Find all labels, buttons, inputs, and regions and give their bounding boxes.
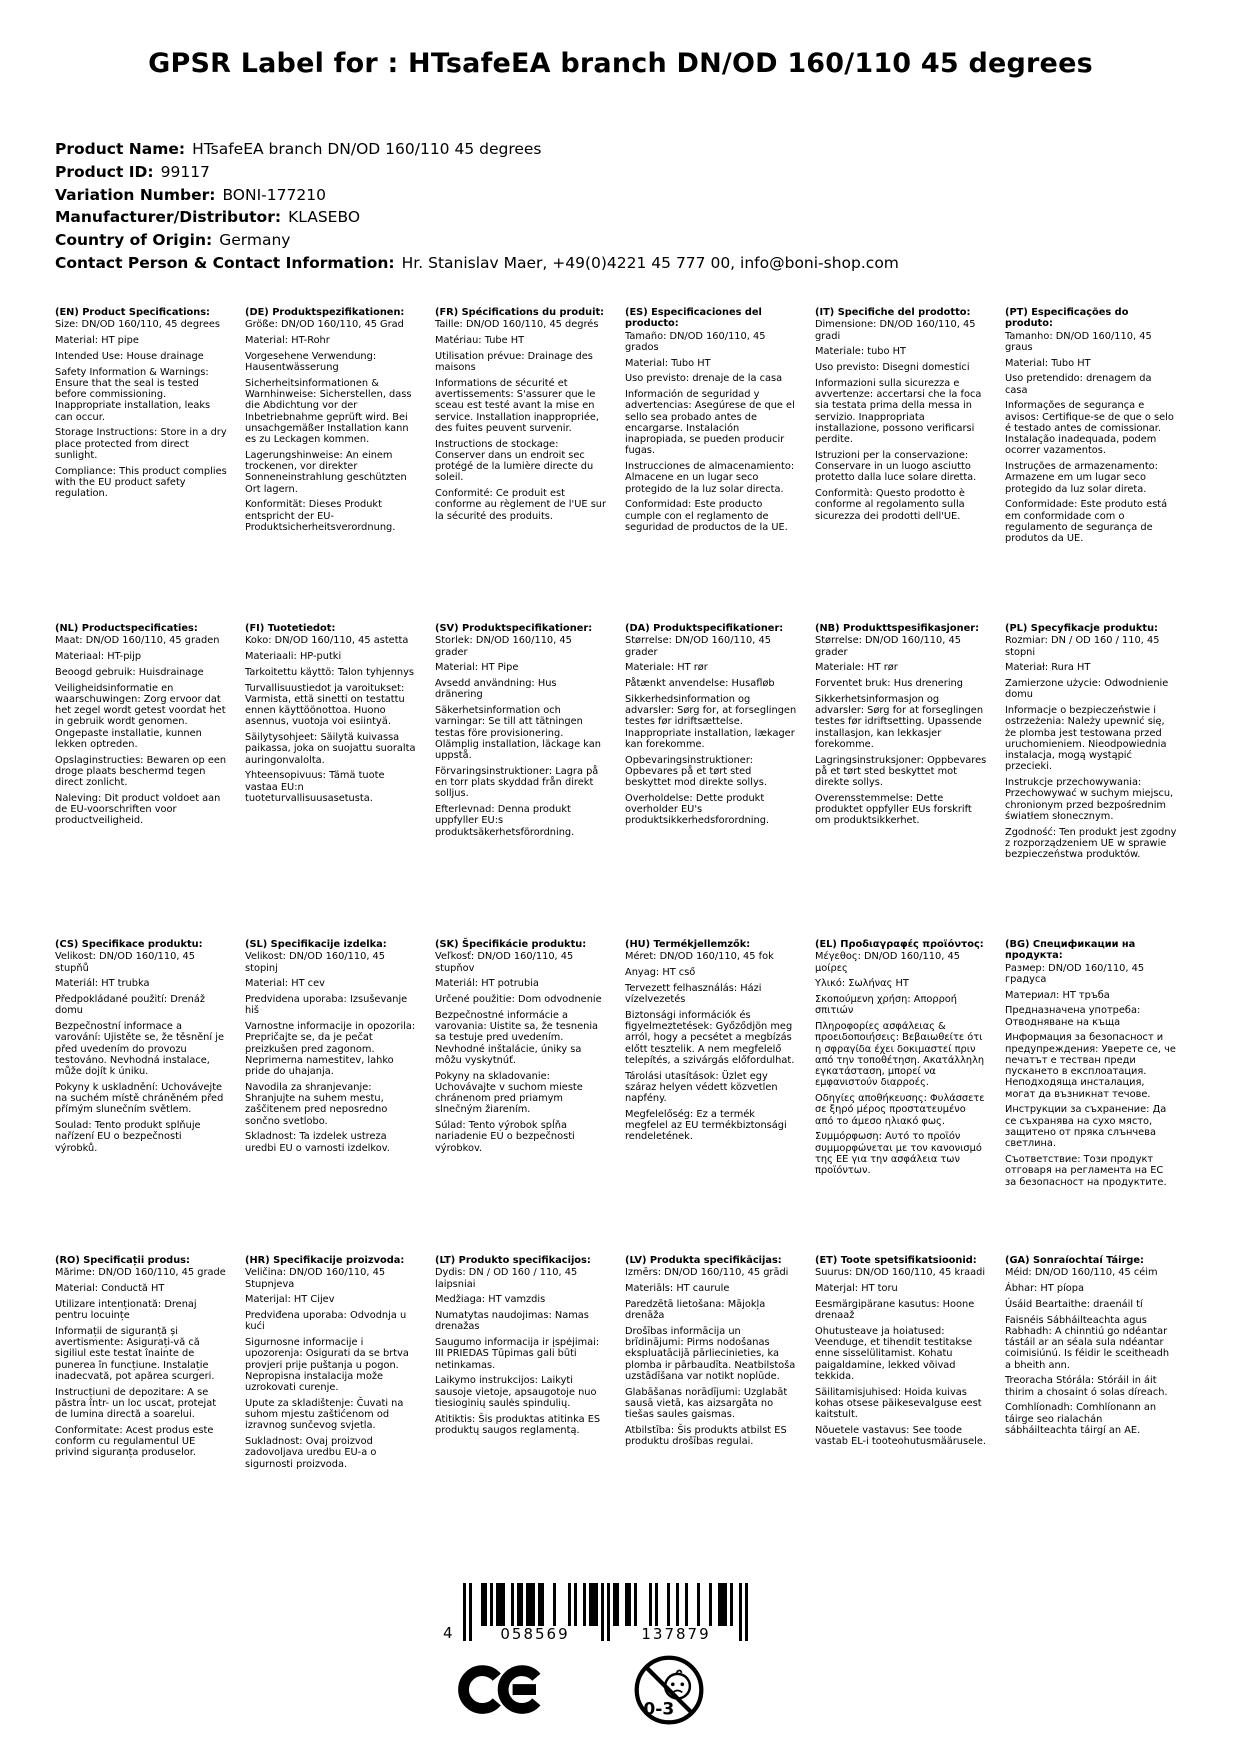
product-info-value: BONI-177210 [222,185,326,204]
spec-paragraph: Tamaño: DN/OD 160/110, 45 grados [625,330,766,353]
spec-paragraph: Säkerhetsinformation och varningar: Se till att tätningen testas före provisionering. Olämplig installation, läckage kan uppstå. [435,705,601,762]
spec-paragraph: Beoogd gebruik: Huisdrainage [55,666,204,678]
spec-paragraph: Méret: DN/OD 160/110, 45 fok [625,951,774,963]
spec-paragraph: Storage Instructions: Store in a dry place protected from direct sunlight. [55,427,227,461]
spec-paragraph: Predvidena uporaba: Izsuševanje hiš [245,994,408,1017]
spec-paragraph: Bezpečnostní informace a varování: Ujistěte se, že těsnění je před uvedením do provozu testováno. Nevhodná instalace, může dojít k úniku. [55,1021,224,1078]
spec-paragraph: Instruções de armazenamento: Armazene em um lugar seco protegido da luz solar direta. [1005,461,1158,495]
product-info-value: Hr. Stanislav Maer, +49(0)4221 45 777 00, info@boni-shop.com [401,253,899,272]
compliance-symbols [455,1652,707,1728]
spec-paragraph: Conformité: Ce produit est conforme au règlement de l'UE sur la sécurité des produits. [435,488,607,522]
spec-paragraph: Säilitamisjuhised: Hoida kuivas kohas otsese päikesevalguse eest kaitstult. [815,1386,982,1421]
spec-paragraph: Tamanho: DN/OD 160/110, 45 graus [1005,330,1152,353]
language-block-fi [245,623,417,939]
product-info-row [55,229,899,252]
spec-paragraph: Biztonsági információk és figyelmeztetések: Győződjön meg arról, hogy a pecsétet a megbízás előtt tesztelik. A nem megfelelő telepítés, a szivárgás előfordulhat. [625,1009,795,1066]
product-info-label: Product ID: [55,162,154,181]
ce-mark-icon [455,1656,545,1724]
language-block-en [55,307,227,623]
language-header: (EN) Product Specifications: [55,307,210,318]
spec-paragraph: Größe: DN/OD 160/110, 45 Grad [245,319,404,331]
language-block-sl [245,939,417,1255]
spec-paragraph: Ohutusteave ja hoiatused: Veenduge, et tihendit testitakse enne sisselülitamist. Kohatu paigaldamine, lekked võivad tekkida. [815,1325,973,1382]
spec-paragraph: Informații de siguranță și avertismente: Asigurați-vă că sigiliul este testat înainte de punerea în funcțiune. Instalație inadecvată, pot apărea scurgeri. [55,1325,215,1382]
spec-paragraph: Material: HT Pipe [435,662,519,674]
spec-paragraph: Información de seguridad y advertencias: Asegúrese de que el sello sea probado antes de encargarse. Instalación inapropiada, se pueden producir fugas. [625,389,795,457]
spec-paragraph: Materiāls: HT caurule [625,1283,730,1295]
spec-paragraph: Anyag: HT cső [625,967,696,979]
page-title: GPSR Label for : HTsafeEA branch DN/OD 160/110 45 degrees [148,48,1093,79]
language-header: (EL) Προδιαγραφές προϊόντος: [815,939,984,950]
language-block-sv [435,623,607,939]
language-block-it [815,307,987,623]
spec-paragraph: Faisnéis Sábháilteachta agus Rabhadh: A chinntiú go ndéantar tástáil ar an séala sula ndéantar coimisiúnú. Is féidir le sceitheadh a bheith ann. [1005,1314,1170,1371]
spec-paragraph: Conformitate: Acest produs este conform cu regulamentul UE privind siguranța produselor. [55,1424,214,1459]
age-warning-label: 0-3 [643,1699,675,1720]
spec-paragraph: Materijal: HT Cijev [245,1294,335,1306]
spec-paragraph: Veličina: DN/OD 160/110, 45 Stupnjeva [245,1267,386,1290]
spec-paragraph: Σκοπούμενη χρήση: Απορροή σπιτιών [815,994,957,1017]
spec-paragraph: Materiał: Rura HT [1005,662,1091,674]
language-block-de [245,307,417,623]
spec-paragraph: Navodila za shranjevanje: Shranjujte na suhem mestu, zaščitenem pred neposredno sončno svetlobo. [245,1081,388,1127]
language-block-da [625,623,797,939]
spec-paragraph: Bezpečnostné informácie a varovania: Uistite sa, že tesnenia sa testuje pred uvedením. Nevhodné inštalácie, úniky sa môžu vyskytnúť. [435,1009,599,1066]
spec-paragraph: Instrucciones de almacenamiento: Almacene en un lugar seco protegido de la luz solar directa. [625,461,795,495]
spec-paragraph: Μέγεθος: DN/OD 160/110, 45 μοίρες [815,951,960,974]
language-header: (HR) Specifikacije proizvoda: [245,1255,405,1266]
spec-paragraph: Rozmiar: DN / OD 160 / 110, 45 stopni [1005,635,1160,658]
spec-paragraph: Naleving: Dit product voldoet aan de EU-voorschriften voor productveiligheid. [55,792,221,827]
spec-paragraph: Conformidade: Este produto está em conformidade com o regulamento de segurança de produtos da UE. [1005,499,1168,545]
spec-paragraph: Atbilstība: Šis produkts atbilst ES produktu drošības regulai. [625,1424,787,1448]
spec-paragraph: Soulad: Tento produkt splňuje nařízení EU o bezpečnosti výrobků. [55,1120,201,1154]
spec-paragraph: Mărime: DN/OD 160/110, 45 grade [55,1267,226,1279]
spec-paragraph: Material: Tubo HT [1005,357,1091,369]
spec-paragraph: Velikost: DN/OD 160/110, 45 stopinj [245,951,386,974]
spec-paragraph: Utilizare intenționată: Drenaj pentru locuințe [55,1298,197,1322]
product-info-label: Country of Origin: [55,231,213,250]
language-block-sk [435,939,607,1255]
spec-paragraph: Materiale: HT rør [815,662,898,674]
spec-paragraph: Sukladnost: Ovaj proizvod zadovoljava uredbu EU-a o sigurnosti proizvoda. [245,1436,377,1470]
language-header: (DA) Produktspecifikationer: [625,623,784,634]
spec-paragraph: Taille: DN/OD 160/110, 45 degrés [435,319,599,331]
spec-paragraph: Skladnost: Ta izdelek ustreza uredbi EU o varnosti izdelkov. [245,1131,390,1154]
spec-paragraph: Uso previsto: Disegni domestici [815,362,970,374]
spec-paragraph: Úsáid Beartaithe: draenáil tí [1005,1298,1143,1310]
spec-paragraph: Предназначена употреба: Отводняване на къща [1005,1005,1141,1028]
spec-paragraph: Veľkosť: DN/OD 160/110, 45 stupňov [435,951,574,974]
product-info-value: 99117 [160,162,210,181]
spec-paragraph: Laikymo instrukcijos: Laikyti sausoje vietoje, apsaugotoje nuo tiesioginių saulės spindulių. [435,1375,597,1409]
spec-paragraph: Påtænkt anvendelse: Husafløb [625,678,775,690]
spec-paragraph: Sicherheitsinformationen & Warnhinweise: Sicherstellen, dass die Abdichtung vor der Inbetriebnahme geprüft wird. Bei unsachgemäßer Installation kann es zu Leckagen kommen. [245,377,412,446]
language-block-hu [625,939,797,1255]
spec-paragraph: Ábhar: HT píopa [1005,1283,1085,1295]
spec-paragraph: Istruzioni per la conservazione: Conservare in un luogo asciutto protetto dalla luce solare diretta. [815,449,977,484]
spec-paragraph: Dimensione: DN/OD 160/110, 45 gradi [815,319,976,342]
spec-paragraph: Avsedd användning: Hus dränering [435,678,557,701]
product-info-row [55,252,899,275]
spec-paragraph: Efterlevnad: Denna produkt uppfyller EU:s produktsäkerhetsförordning. [435,804,575,838]
language-block-es [625,307,797,623]
language-block-lv [625,1255,797,1571]
spec-paragraph: Varnostne informacije in opozorila: Prepričajte se, da je pečat preizkušen pred zagonom. Neprimerna namestitev, lahko pride do uhajanja. [245,1021,416,1078]
spec-paragraph: Koko: DN/OD 160/110, 45 astetta [245,635,409,647]
spec-paragraph: Uso previsto: drenaje de la casa [625,373,783,385]
spec-paragraph: Glabāšanas norādījumi: Uzglabāt sausā vietā, kas aizsargāta no tiešas saules gaismas. [625,1386,788,1421]
product-info-label: Product Name: [55,140,186,158]
spec-paragraph: Tárolási utasítások: Üzlet egy száraz helyen védett közvetlen napfény. [625,1070,778,1105]
spec-paragraph: Conformità: Questo prodotto è conforme al regolamento sulla sicurezza dei prodotti dell'UE. [815,488,965,522]
spec-paragraph: Izmērs: DN/OD 160/110, 45 grādi [625,1267,789,1279]
spec-paragraph: Materiale: tubo HT [815,346,906,358]
spec-paragraph: Förvaringsinstruktioner: Lagra på en torr plats skyddad från direkt solljus. [435,765,599,800]
spec-paragraph: Paredzētā lietošana: Mājokļa drenāža [625,1298,766,1322]
spec-paragraph: Säilytysohjeet: Säilytä kuivassa paikassa, joka on suojattu suoralta auringonvalolta. [245,732,416,766]
spec-paragraph: Konformität: Dieses Produkt entspricht der EU-Produktsicherheitsverordnung. [245,499,396,534]
language-header: (SK) Špecifikácie produktu: [435,939,587,950]
spec-paragraph: Størrelse: DN/OD 160/110, 45 grader [625,635,771,658]
language-block-et [815,1255,987,1571]
language-header: (LT) Produkto specifikacijos: [435,1255,591,1266]
language-header: (DE) Produktspezifikationen: [245,307,405,318]
spec-paragraph: Yhteensopivuus: Tämä tuote vastaa EU:n tuoteturvallisuusasetusta. [245,770,385,804]
language-header: (FI) Tuotetiedot: [245,623,336,634]
spec-paragraph: Compliance: This product complies with the EU product safety regulation. [55,465,227,500]
product-info-label: Contact Person & Contact Information: [55,253,395,272]
product-info-row [55,161,899,184]
language-header: (PT) Especificações do produto: [1005,307,1129,330]
product-info-value: KLASEBO [288,208,361,227]
spec-paragraph: Material: HT-Rohr [245,335,330,347]
spec-paragraph: Materiál: HT trubka [55,978,150,990]
spec-paragraph: Upute za skladištenje: Čuvati na suhom mjestu zaštićenom od izravnog sunčevog svjetla. [245,1397,404,1432]
spec-paragraph: Forventet bruk: Hus drenering [815,678,963,690]
spec-paragraph: Súlad: Tento výrobok spĺňa nariadenie EÚ o bezpečnosti výrobkov. [435,1120,575,1154]
spec-paragraph: Informations de sécurité et avertissements: S'assurer que le sceau est testé avant la mise en service. Installation inappropriée, des fuites peuvent survenir. [435,377,600,434]
spec-paragraph: Turvallisuustiedot ja varoitukset: Varmista, että sinetti on testattu ennen käyttöönottoa. Huono asennus, vuotoja voi esiintyä. [245,682,405,728]
language-header: (LV) Produkta specifikācijas: [625,1255,782,1266]
spec-paragraph: Treoracha Stórála: Stóráil in áit thirim a chosaint ó solas díreach. [1005,1375,1168,1398]
spec-paragraph: Πληροφορίες ασφάλειας & προειδοποιήσεις: Βεβαιωθείτε ότι η σφραγίδα έχει δοκιμαστεί πριν από την τοποθέτηση. Ακατάλληλη εγκατάσταση, μπορεί να εμφανιστούν διαρροές. [815,1021,985,1089]
language-block-lt [435,1255,607,1571]
spec-paragraph: Dydis: DN / OD 160 / 110, 45 laipsniai [435,1267,578,1290]
language-header: (FR) Spécifications du produit: [435,307,605,318]
spec-paragraph: Nõuetele vastavus: See toode vastab EL-i tooteohutusmäärusele. [815,1424,986,1448]
spec-paragraph: Lagringsinstruksjoner: Oppbevares på et tørt sted beskyttet mot direkte sollys. [815,754,987,789]
spec-paragraph: Velikost: DN/OD 160/110, 45 stupňů [55,951,196,974]
spec-paragraph: Sikkerhedsinformation og advarsler: Sørg for, at forseglingen testes før idriftsættelse. Inappropriate installation, lækager kan forekomme. [625,693,797,750]
product-info [55,138,899,275]
spec-paragraph: Utilisation prévue: Drainage des maisons [435,350,593,374]
product-info-value: Germany [219,231,291,250]
spec-paragraph: Material: HT cev [245,978,325,990]
product-info-label: Manufacturer/Distributor: [55,208,282,227]
spec-paragraph: Materiaal: HT-pijp [55,651,142,663]
language-header: (HU) Termékjellemzők: [625,939,751,950]
spec-paragraph: Pokyny k uskladnění: Uchovávejte na suchém místě chráněném před přímým slunečním světlem. [55,1081,224,1116]
spec-paragraph: Информация за безопасност и предупреждения: Уверете се, че печатът е тестван преди пускането в експлоатация. Неподходяща инсталация, могат да възникнат течове. [1005,1032,1176,1100]
spec-paragraph: Medžiaga: HT vamzdis [435,1294,546,1306]
spec-paragraph: Uso pretendido: drenagem da casa [1005,373,1152,396]
spec-paragraph: Sigurnosne informacije i upozorenja: Osigurati da se brtva provjeri prije puštanja u pogon. Nepropisna instalacija može uzrokovati curenje. [245,1337,409,1394]
spec-paragraph: Tarkoitettu käyttö: Talon tyhjennys [245,666,415,678]
spec-paragraph: Размер: DN/OD 160/110, 45 градуса [1005,962,1145,985]
spec-paragraph: Vorgesehene Verwendung: Hausentwässerung [245,350,377,374]
spec-paragraph: Informazioni sulla sicurezza e avvertenze: accertarsi che la foca sia testata prima della messa in servizio. Inappropriata installazione, possono verificarsi perdite. [815,377,982,446]
spec-paragraph: Material: Tubo HT [625,357,711,369]
spec-paragraph: Материал: HT тръба [1005,989,1110,1001]
spec-paragraph: Materiale: HT rør [625,662,708,674]
product-info-label: Variation Number: [55,185,216,204]
product-info-row [55,206,899,229]
spec-paragraph: Zgodność: Ten produkt jest zgodny z rozporządzeniem UE w sprawie bezpieczeństwa produktów. [1005,826,1177,861]
language-block-ro [55,1255,227,1571]
spec-paragraph: Matériau: Tube HT [435,335,525,347]
spec-paragraph: Eesmärgipärane kasutus: Hoone drenaaž [815,1298,975,1322]
spec-paragraph: Instrukcje przechowywania: Przechowywać w suchym miejscu, chronionym przed bezpośrednim światłem słonecznym. [1005,777,1174,822]
spec-paragraph: Comhlíonadh: Comhlíonann an táirge seo rialachán sábháilteachta táirgí an AE. [1005,1402,1157,1436]
spec-paragraph: Pokyny na skladovanie: Uchovávajte v suchom mieste chránenom pred priamym slnečným žiarením. [435,1070,583,1116]
language-header: (IT) Specifiche del prodotto: [815,307,971,318]
spec-paragraph: Tervezett felhasználás: Házi vízelvezetés [625,982,762,1006]
language-block-nl [55,623,227,939]
spec-paragraph: Materjal: HT toru [815,1283,898,1295]
product-info-row [55,138,899,161]
barcode-digit-group-2: 137879 [641,1625,711,1643]
spec-paragraph: Informações de segurança e avisos: Certifique-se de que o selo é testado antes de comissionar. Instalação inadequada, podem ocorrer vazamentos. [1005,400,1174,457]
spec-paragraph: Instrucțiuni de depozitare: A se păstra într- un loc uscat, protejat de lumina directă a soarelui. [55,1386,217,1421]
spec-paragraph: Drošības informācija un brīdinājumi: Pirms nodošanas ekspluatācijā pārliecinieties, ka plomba ir pārbaudīta. Neatbilstoša uzstādīšana var notikt noplūde. [625,1325,796,1382]
spec-paragraph: Atitiktis: Šis produktas atitinka ES produktų saugos reglamentą. [435,1413,601,1436]
ean13-barcode [443,1583,748,1643]
spec-paragraph: Υλικό: Σωλήνας HT [815,978,909,990]
spec-paragraph: Material: Conductă HT [55,1283,165,1295]
language-header: (BG) Спецификации на продукта: [1005,939,1136,962]
language-header: (NL) Productspecificaties: [55,623,198,634]
spec-paragraph: Инструкции за съхранение: Да се съхранява на сухо място, защитено от пряка слънчева светлина. [1005,1104,1167,1150]
language-block-cs [55,939,227,1255]
spec-paragraph: Material: HT pipe [55,335,139,347]
spec-paragraph: Megfelelőség: Ez a termék megfelel az EU termékbiztonsági rendeletének. [625,1108,787,1143]
language-header: (ES) Especificaciones del producto: [625,307,762,330]
spec-paragraph: Informacje o bezpieczeństwie i ostrzeżenia: Należy upewnić się, że plomba jest testowana przed uruchomieniem. Nieodpowiednia instalacja, mogą wystąpić przecieki. [1005,705,1167,773]
language-block-hr [245,1255,417,1571]
spec-paragraph: Saugumo informacija ir įspėjimai: III PRIEDAS Tūpimas gali būti netinkamas. [435,1337,600,1371]
spec-paragraph: Predviđena uporaba: Odvodnja u kući [245,1310,407,1333]
language-grid [55,307,1215,1571]
language-block-fr [435,307,607,623]
barcode-digit-left: 4 [443,1624,453,1642]
spec-paragraph: Size: DN/OD 160/110, 45 degrees [55,319,221,331]
spec-paragraph: Sikkerhetsinformasjon og advarsler: Sørg for at forseglingen testes før idriftsetting. Upassende installasjon, kan lekkasjer forekomme. [815,693,984,750]
language-header: (NB) Produkttspesifikasjoner: [815,623,979,634]
spec-paragraph: Opslaginstructies: Bewaren op een droge plaats beschermd tegen direct zonlicht. [55,754,227,789]
spec-paragraph: Overholdelse: Dette produkt overholder EU's produktsikkerhedsforordning. [625,792,770,827]
spec-paragraph: Určené použitie: Dom odvodnenie [435,994,602,1006]
spec-paragraph: Maat: DN/OD 160/110, 45 graden [55,635,220,647]
spec-paragraph: Съответствие: Този продукт отговаря на регламента на ЕС за безопасност на продуктите. [1005,1154,1167,1188]
spec-paragraph: Materiaali: HP-putki [245,651,342,663]
product-info-value: HTsafeEA branch DN/OD 160/110 45 degrees [192,140,542,158]
barcode-section [0,1583,1241,1641]
spec-paragraph: Předpokládané použití: Drenáž domu [55,994,205,1017]
spec-paragraph: Opbevaringsinstruktioner: Opbevares på et tørt sted beskyttet mod direkte sollys. [625,754,768,789]
spec-paragraph: Instructions de stockage: Conserver dans un endroit sec protégé de la lumière directe du soleil. [435,438,594,484]
spec-paragraph: Størrelse: DN/OD 160/110, 45 grader [815,635,961,658]
spec-paragraph: Οδηγίες αποθήκευσης: Φυλάσσετε σε ξηρό μέρος προστατευμένο από το άμεσο ηλιακό φως. [815,1093,985,1127]
spec-paragraph: Intended Use: House drainage [55,350,204,362]
language-block-bg [1005,939,1177,1255]
language-block-pt [1005,307,1177,623]
language-header: (PL) Specyfikacje produktu: [1005,623,1158,634]
spec-paragraph: Conformidad: Este producto cumple con el reglamento de seguridad de productos de la UE. [625,499,788,534]
language-block-nb [815,623,987,939]
barcode-digit-group-1: 058569 [500,1625,570,1643]
language-header: (SL) Specifikacije izdelka: [245,939,387,950]
language-header: (ET) Toote spetsifikatsioonid: [815,1255,977,1266]
language-header: (SV) Produktspecifikationer: [435,623,593,634]
spec-paragraph: Numatytas naudojimas: Namas drenažas [435,1310,589,1333]
spec-paragraph: Overensstemmelse: Dette produktet oppfyller EUs forskrift om produktsikkerhet. [815,792,972,827]
spec-paragraph: Suurus: DN/OD 160/110, 45 kraadi [815,1267,986,1279]
language-block-ga [1005,1255,1177,1571]
language-header: (GA) Sonraíochtaí Táirge: [1005,1255,1144,1266]
language-block-el [815,939,987,1255]
spec-paragraph: Zamierzone użycie: Odwodnienie domu [1005,678,1169,701]
spec-paragraph: Lagerungshinweise: An einem trockenen, vor direkter Sonneneinstrahlung geschützten Ort lagern. [245,449,407,495]
language-block-pl [1005,623,1177,939]
language-header: (CS) Specifikace produktu: [55,939,203,950]
spec-paragraph: Storlek: DN/OD 160/110, 45 grader [435,635,572,658]
product-info-row [55,184,899,207]
spec-paragraph: Méid: DN/OD 160/110, 45 céim [1005,1267,1158,1279]
spec-paragraph: Veiligheidsinformatie en waarschuwingen: Zorg ervoor dat het zegel wordt getest voordat het in gebruik wordt genomen. Ongepaste installatie, kunnen lekken optreden. [55,682,226,750]
spec-paragraph: Safety Information & Warnings: Ensure that the seal is tested before commissioning. Inappropriate installation, leaks can occur. [55,366,211,423]
spec-paragraph: Συμμόρφωση: Αυτό το προϊόν συμμορφώνεται με τον κανονισμό της ΕΕ για την ασφάλεια των προϊόντων. [815,1131,982,1177]
spec-paragraph: Materiál: HT potrubia [435,978,539,990]
language-header: (RO) Specificații produs: [55,1255,190,1266]
age-warning-0-3-icon [631,1652,707,1728]
